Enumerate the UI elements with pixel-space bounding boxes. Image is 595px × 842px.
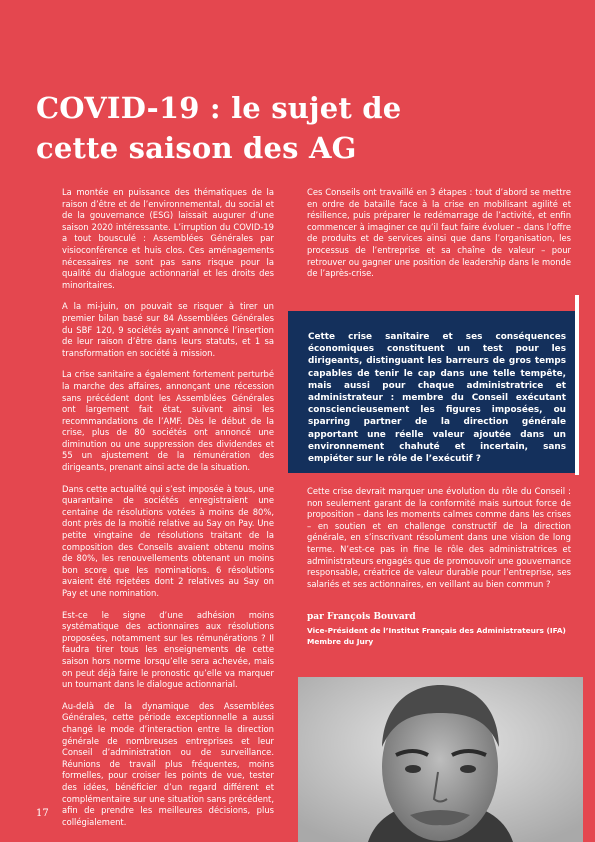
pull-quote: Cette crise sanitaire et ses conséquences économiques constituent un test pour les dirigeants, distinguant les barreurs de gros temps capables de tenir le cap dans une telle tempête, mais aussi pour chaque administratrice et administrateur : membre du Conseil exécutant consciencieusement les figures imposées, ou sparring partner de la direction générale apportant une réelle valeur ajoutée dans un environnement chahuté et incertain, sans empiéter sur le rôle de l’exécutif ? <box>308 332 566 465</box>
paragraph-5: Est-ce le signe d’une adhésion moins systématique des actionnaires aux résolutions proposées, notamment sur les rémunérations ? Il faudra tirer tous les enseignements de cette saison hors norme lorsqu’elle sera achevée, mais on peut déjà faire le pronostic qu’elle va marquer un tournant dans le dialogue actionnarial. <box>62 609 274 690</box>
right-column-top <box>307 187 571 290</box>
page-number: 17 <box>36 808 49 819</box>
title-line-1: COVID-19 : le sujet de <box>36 91 402 125</box>
author-name: par François Bouvard <box>307 612 416 622</box>
quote-accent-bar <box>575 295 579 475</box>
author-role-line-2: Membre du Jury <box>307 637 374 647</box>
author-role <box>307 625 566 647</box>
paragraph-4: Dans cette actualité qui s’est imposée à tous, une quarantaine de sociétés enregistraient une centaine de résolutions votées à moins de 80%, dont près de la moitié relative au Say on Pay. Une petite vingtaine de résolutions traitant de la composition des Conseils avaient obtenu moins de 80%, les renouvellements obtenant un moins bon score que les nominations. 6 résolutions avaient été rejetées dont 2 relatives au Say on Pay et une nomination. <box>62 483 274 598</box>
title-line-2: cette saison des AG <box>36 131 357 165</box>
paragraph-6: Au-delà de la dynamique des Assemblées Générales, cette période exceptionnelle a aussi changé le mode d’interaction entre la direction générale de nombreuses entreprises et leur Conseil d’administration ou de surveillance. Réunions de travail plus fréquentes, moins formelles, pour croiser les points de vue, tester des idées, bénéficier d’un regard différent et complémentaire sur une situation sans précédent, afin de prendre les meilleures décisions, plus collégialement. <box>62 700 274 827</box>
paragraph-1: La montée en puissance des thématiques de la raison d’être et de l’environnemental, du social et de la gouvernance (ESG) laissait augurer d’une saison 2020 intéressante. L’irruption du COVID-19 a tout bousculé : Assemblées Générales par visioconférence et huis clos. Ces aménagements nécessaires ne sont pas sans risque pour la qualité du dialogue actionnarial et les droits des minoritaires. <box>62 187 274 290</box>
paragraph-3: La crise sanitaire a également fortement perturbé la marche des affaires, annonçant une récession sans précédent dont les Assemblées Générales ont largement fait état, suivant ainsi les recommandations de l’AMF. Dès le début de la crise, plus de 80 sociétés ont annoncé une diminution ou une suppression des dividendes et 55 un ajustement de la rémunération des dirigeants, prenant ainsi acte de la situation. <box>62 369 274 473</box>
author-portrait-photo <box>298 677 583 842</box>
portrait-illustration <box>298 677 583 842</box>
left-column <box>62 187 274 838</box>
paragraph-2: A la mi-juin, on pouvait se risquer à tirer un premier bilan basé sur 84 Assemblées Générales du SBF 120, 9 sociétés ayant annoncé l’insertion de leur raison d’être dans leurs statuts, et 1 sa transformation en société à mission. <box>62 301 274 358</box>
author-role-line-1: Vice-Président de l’Institut Français des Administrateurs (IFA) <box>307 626 566 635</box>
right-column-middle <box>307 486 571 600</box>
article-title <box>36 88 401 168</box>
paragraph-7: Ces Conseils ont travaillé en 3 étapes : tout d’abord se mettre en ordre de bataille face à la crise en mobilisant agilité et résilience, puis préparer le redémarrage de l’activité, et enfin commencer à imaginer ce qu’il faut faire évoluer – dans l’offre de produits et de services ainsi que dans l’organisation, les processus de l’entreprise et sa chaîne de valeur – pour retrouver ou gagner une position de leadership dans le monde de l’après-crise. <box>307 187 571 279</box>
paragraph-8: Cette crise devrait marquer une évolution du rôle du Conseil : non seulement garant de la conformité mais surtout force de proposition – dans les moments calmes comme dans les crises – en soutien et en challenge constructif de la direction générale, en s’inscrivant résolument dans une vision de long terme. N’est-ce pas in fine le rôle des administratrices et administrateurs engagés que de promouvoir une gouvernance responsable, créatrice de valeur durable pour l’entreprise, ses salariés et ses actionnaires, en veillant au bien commun ? <box>307 486 571 589</box>
